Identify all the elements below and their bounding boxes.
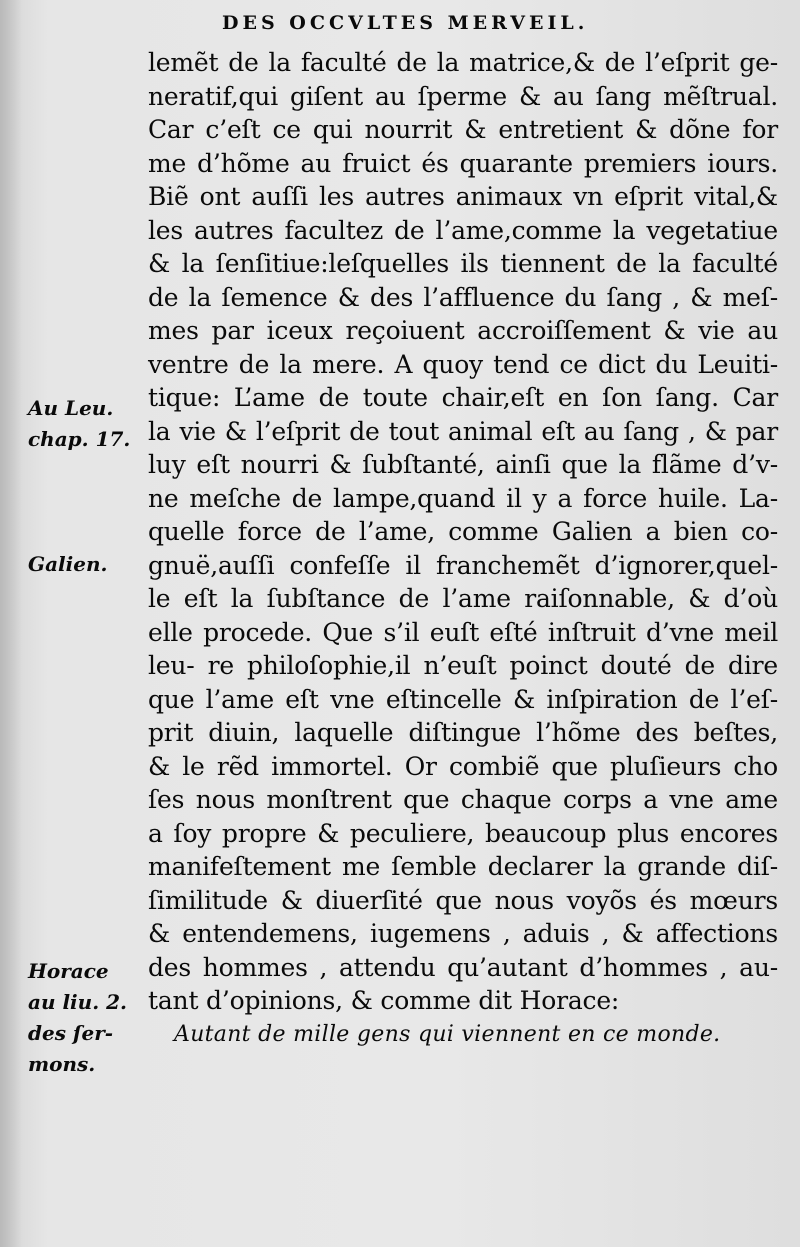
- body-text: [148, 46, 778, 1051]
- text-line: neratif,qui giſent au ſperme & au ſang mẽſtrual.: [148, 81, 778, 111]
- text-line: la vie & l’eſprit de tout animal eſt au ſang , & par: [148, 416, 778, 446]
- margin-note-line: Galien.: [28, 552, 108, 576]
- margin-note-leuitique: [28, 393, 130, 455]
- text-line: elle procede. Que s’il euſt eſté inſtruit d’vne meil: [148, 617, 778, 647]
- text-line: le eſt la ſubſtance de l’ame raiſonnable, & d’où: [148, 584, 778, 613]
- text-line: Car c’eſt ce qui nourrit & entretient & dõne for: [148, 115, 778, 144]
- margin-note-line: Horace: [28, 959, 109, 983]
- text-line: de la ſemence & des l’affluence du ſang , & meſ-: [148, 282, 778, 312]
- margin-note-line: chap. 17.: [28, 427, 131, 451]
- text-line: ſimilitude & diuerſité que nous voyõs és mœurs: [148, 885, 778, 915]
- text-line: ventre de la mere. A quoy tend ce dict du Leuiti-: [148, 349, 778, 379]
- text-line: tant d’opinions, & comme dit Horace:: [148, 986, 620, 1015]
- text-line: tique: L’ame de toute chair,eſt en ſon ſang. Car: [148, 383, 778, 412]
- text-line: manifeſtement me ſemble declarer la grande diſ-: [148, 852, 778, 881]
- text-line: luy eſt nourri & ſubſtanté, ainſi que la flãme d’v-: [148, 450, 778, 479]
- text-line: mes par iceux reçoiuent accroiſſement & vie au: [148, 316, 778, 345]
- margin-note-galien: [28, 549, 107, 580]
- text-line: leu- re philoſophie,il n’euſt poinct douté de dire: [148, 651, 778, 680]
- text-line: ne meſche de lampe,quand il y a force huile. La-: [148, 483, 778, 513]
- text-line: me d’hõme au fruict és quarante premiers iours.: [148, 148, 778, 178]
- text-line: & le rẽd immortel. Or combiẽ que pluſieurs cho: [148, 751, 778, 781]
- text-line: que l’ame eſt vne eſtincelle & inſpiration de l’eſ-: [148, 684, 778, 714]
- text-line: gnuë,auſſi confeſſe il franchemẽt d’ignorer,quel-: [148, 550, 778, 580]
- margin-note-line: Au Leu.: [28, 396, 114, 420]
- gutter-shadow: [0, 0, 22, 1247]
- text-line: lemẽt de la faculté de la matrice,& de l’eſprit ge-: [148, 48, 778, 77]
- verse-line: Autant de mille gens qui viennent en ce monde.: [174, 1021, 721, 1047]
- text-line: Biẽ ont auſſi les autres animaux vn eſprit vital,&: [148, 182, 778, 211]
- running-head: DES OCCVLTES MERVEIL.: [222, 12, 589, 34]
- text-line: les autres facultez de l’ame,comme la vegetatiue: [148, 215, 778, 245]
- margin-note-line: des ſer-: [28, 1021, 114, 1045]
- margin-note-horace: [28, 956, 127, 1080]
- text-line: a ſoy propre & peculiere, beaucoup plus encores: [148, 818, 778, 848]
- text-line: & entendemens, iugemens , aduis , & affections: [148, 919, 778, 948]
- margin-note-line: mons.: [28, 1052, 96, 1076]
- text-line: prit diuin, laquelle diſtingue l’hõme des beſtes,: [148, 718, 778, 747]
- margin-note-line: au liu. 2.: [28, 990, 128, 1014]
- text-line: & la ſenſitiue:leſquelles ils tiennent de la faculté: [148, 249, 778, 278]
- text-line: ſes nous monſtrent que chaque corps a vne ame: [148, 785, 778, 814]
- text-line: des hommes , attendu qu’autant d’hommes , au-: [148, 952, 778, 982]
- text-line: quelle force de l’ame, comme Galien a bien co-: [148, 517, 778, 546]
